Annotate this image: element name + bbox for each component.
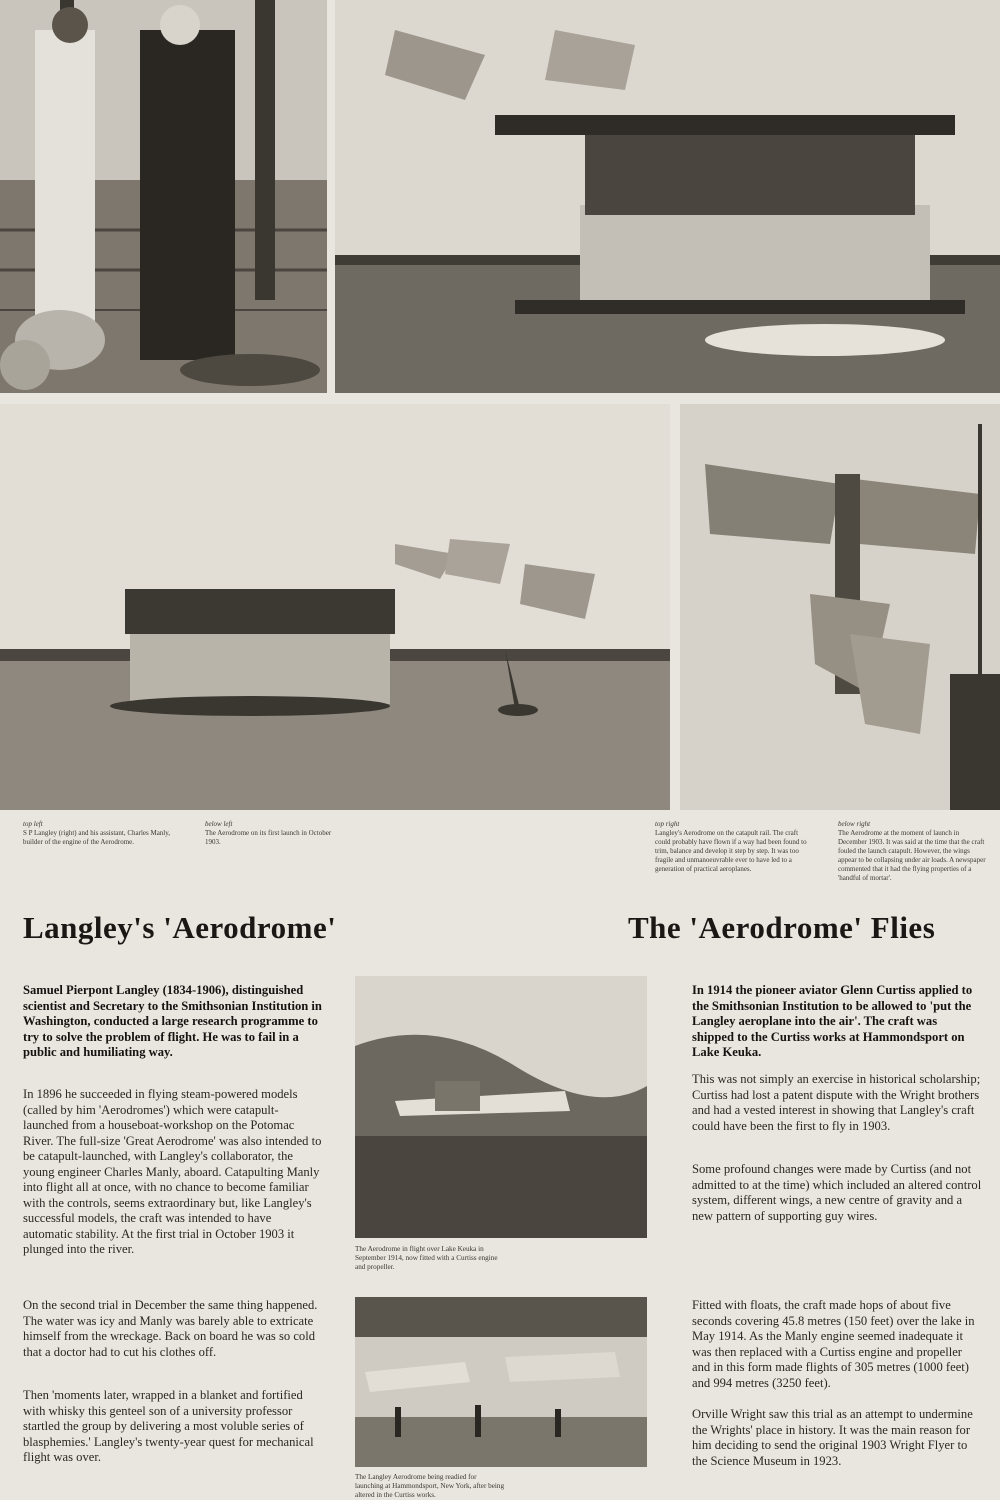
photo-readied-at-hammondsport bbox=[355, 1297, 647, 1467]
right-paragraph-3: Fitted with floats, the craft made hops of about five seconds covering 45.8 metres (150 feet) over the lake in May 1914. As the Manly engine seemed inadequate it was then replaced with a Curtiss engine and propeller and in this form made flights of 305 metres (1000 feet) and 994 metres (3250 feet). bbox=[692, 1298, 975, 1390]
caption-text: The Aerodrome on its first launch in October 1903. bbox=[205, 829, 332, 846]
photo-first-launch-october-1903 bbox=[0, 404, 670, 810]
caption-top-left bbox=[23, 820, 173, 847]
heading-aerodrome-flies: The 'Aerodrome' Flies bbox=[628, 910, 936, 945]
left-paragraph-3: Then 'moments later, wrapped in a blanket and fortified with whisky this genteel son of a university professor startled the group by delivering a most voluble series of blasphemies.' Langley's twenty-year quest for mechanical flight was over. bbox=[23, 1388, 314, 1464]
right-paragraph-2: Some profound changes were made by Curtiss (and not admitted to at the time) which included an altered control system, different wings, a new centre of gravity and a new pattern of supporting guy wires. bbox=[692, 1162, 982, 1223]
photo-langley-and-manly bbox=[0, 0, 327, 393]
caption-lake-keuka-flight: The Aerodrome in flight over Lake Keuka in September 1914, now fitted with a Curtiss engine and propeller. bbox=[355, 1245, 498, 1271]
caption-text: The Aerodrome at the moment of launch in December 1903. It was said at the time that the craft fouled the launch catapult. However, the wings appear to be collapsing under air loads. A newspaper commented that it had the flying properties of a 'handful of mortar'. bbox=[838, 829, 986, 882]
caption-text: S P Langley (right) and his assistant, Charles Manly, builder of the engine of the Aerodrome. bbox=[23, 829, 171, 846]
photo-flight-over-lake-keuka bbox=[355, 976, 647, 1238]
caption-below-right bbox=[838, 820, 988, 883]
caption-text: Langley's Aerodrome on the catapult rail. The craft could probably have flown if a way had been found to trim, balance and develop it step by step. It was too fragile and unmanoeuvrable ever to have led to a generation of practical aeroplanes. bbox=[655, 829, 807, 873]
photo-launch-december-1903 bbox=[680, 404, 1000, 810]
left-paragraph-2: On the second trial in December the same thing happened. The water was icy and Manly was barely able to extricate himself from the wreckage. Back on board he was so cold that a doctor had to cut his clothes off. bbox=[23, 1298, 318, 1359]
caption-hammondsport-readied: The Langley Aerodrome being readied for launching at Hammondsport, New York, after being altered in the Curtiss works. bbox=[355, 1473, 505, 1499]
caption-key: top right bbox=[655, 820, 680, 828]
photo-aerodrome-on-catapult bbox=[335, 0, 1000, 393]
right-intro-paragraph: In 1914 the pioneer aviator Glenn Curtiss applied to the Smithsonian Institution to be allowed to 'put the Langley aeroplane into the air'. The craft was shipped to the Curtiss works at Hammondsport on Lake Keuka. bbox=[692, 983, 973, 1059]
heading-langleys-aerodrome: Langley's 'Aerodrome' bbox=[23, 910, 337, 945]
caption-below-left bbox=[205, 820, 335, 847]
caption-key: below right bbox=[838, 820, 871, 828]
caption-key: below left bbox=[205, 820, 233, 828]
right-paragraph-4: Orville Wright saw this trial as an attempt to undermine the Wrights' place in history. It was the main reason for him deciding to send the original 1903 Wright Flyer to the Science Museum in 1923. bbox=[692, 1407, 973, 1468]
caption-key: top left bbox=[23, 820, 43, 828]
left-paragraph-1: In 1896 he succeeded in flying steam-powered models (called by him 'Aerodromes') which were catapult-launched from a houseboat-workshop on the Potomac River. The full-size 'Great Aerodrome' was also intended to be catapult-launched, with Langley's collaborator, the young engineer Charles Manly, aboard. Catapulting Manly into flight all at once, with no chance to become familiar with the controls, seems extraordinary but, like Langley's successful models, the craft was intended to have automatic stability. At the first trial in October 1903 it plunged into the river. bbox=[23, 1087, 322, 1256]
left-intro-paragraph: Samuel Pierpont Langley (1834-1906), distinguished scientist and Secretary to the Smithsonian Institution in Washington, conducted a large research programme to try to solve the problem of flight. He was to fail in a public and humiliating way. bbox=[23, 983, 322, 1059]
right-paragraph-1: This was not simply an exercise in historical scholarship; Curtiss had lost a patent dispute with the Wright brothers and had a vested interest in showing that Langley's craft could have been the first to fly in 1903. bbox=[692, 1072, 981, 1133]
caption-top-right bbox=[655, 820, 810, 874]
